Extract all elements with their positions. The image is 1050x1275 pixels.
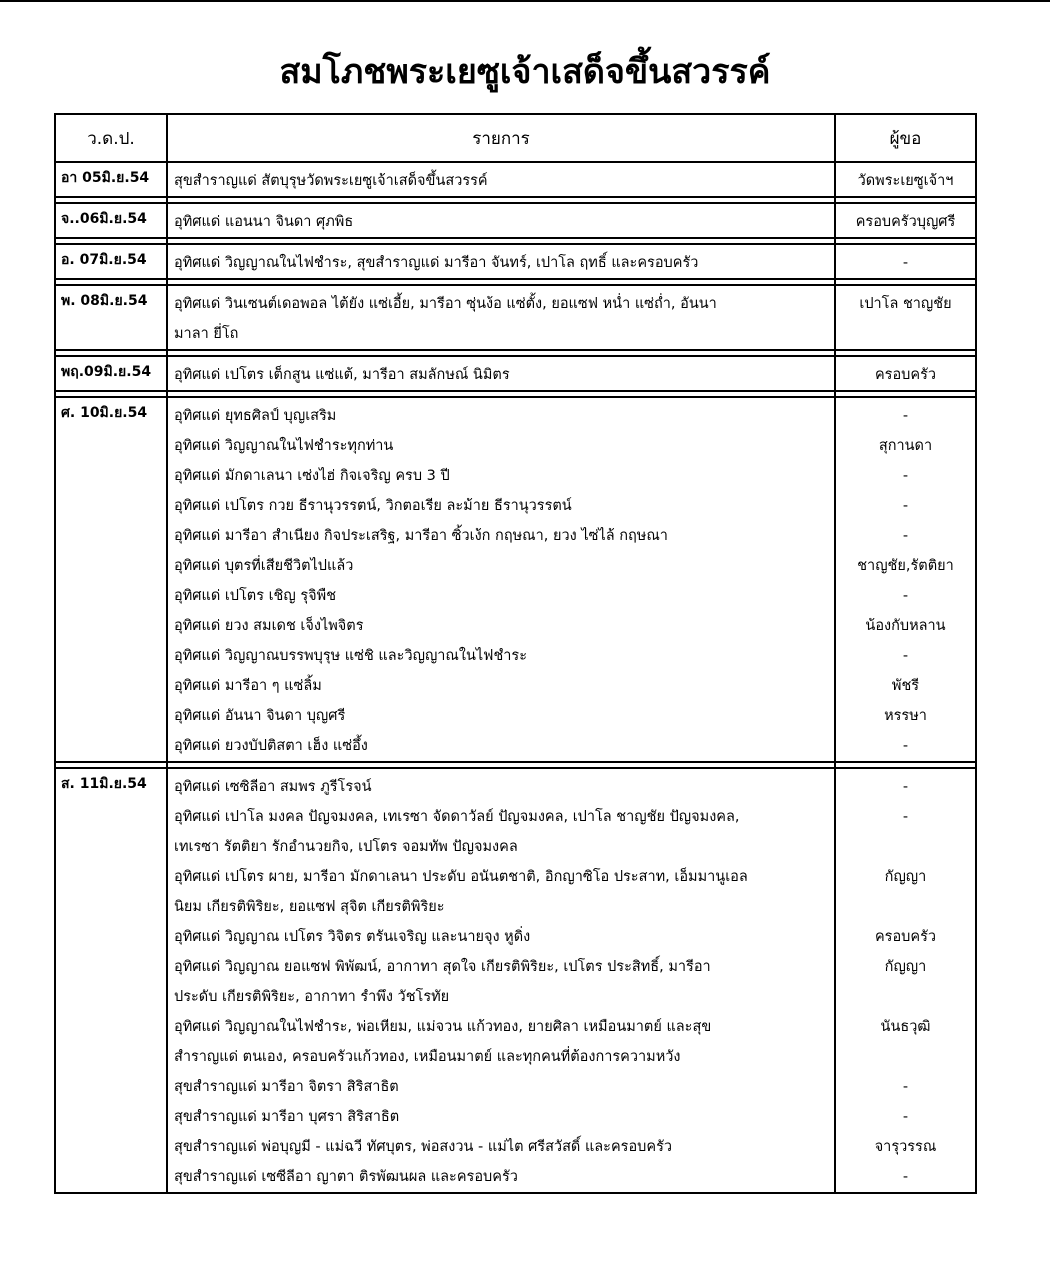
requester-line: - bbox=[902, 468, 909, 484]
requester-line bbox=[836, 319, 975, 349]
requester-line: - bbox=[902, 408, 909, 424]
intention-line: อุทิศแด่ เปาโล มงคล ปัญจมงคล, เทเรซา จัดดาวัลย์ ปัญจมงคล, เปาโล ชาญชัย ปัญจมงคล, bbox=[174, 809, 740, 825]
date-cell: ส. 11มิ.ย.54 bbox=[55, 768, 167, 1193]
requester-line: กัญญา bbox=[884, 959, 927, 975]
requester-line: - bbox=[902, 528, 909, 544]
intention-line: อุทิศแด่ มารีอา สำเนียง กิจประเสริฐ, มารีอา ซิ้วเง้ก กฤษณา, ยวง ไซ่ไล้ กฤษณา bbox=[174, 528, 668, 544]
date-cell: พฤ.09มิ.ย.54 bbox=[55, 356, 167, 391]
requester-line: - bbox=[902, 1169, 909, 1185]
table-row bbox=[55, 203, 976, 238]
date-cell: ศ. 10มิ.ย.54 bbox=[55, 397, 167, 762]
intention-line: อุทิศแด่ เปโตร เต็กสูน แซ่แต้, มารีอา สมลักษณ์ นิมิตร bbox=[174, 367, 510, 383]
intention-line: สุขสำราญแด่ สัตบุรุษวัดพระเยซูเจ้าเสด็จขึ้นสวรรค์ bbox=[174, 173, 488, 189]
intention-line: มาลา ยี่โถ bbox=[174, 326, 239, 342]
intention-line: อุทิศแด่ วิญญาณในไฟชำระทุกท่าน bbox=[174, 438, 394, 454]
intention-line: อุทิศแด่ ยุทธศิลป์ บุญเสริม bbox=[174, 408, 337, 424]
intention-line: อุทิศแด่ บุตรที่เสียชีวิตไปแล้ว bbox=[174, 558, 354, 574]
table-body bbox=[55, 162, 976, 1193]
intention-line: สุขสำราญแด่ มารีอา บุศรา สิริสาธิต bbox=[174, 1109, 400, 1125]
requester-line bbox=[836, 832, 975, 862]
requester-line: สุกานดา bbox=[878, 438, 933, 454]
intention-line: สุขสำราญแด่ พ่อบุญมี - แม่ฉวี ทัศบุตร, พ่อสงวน - แม่ไต ศรีสวัสดิ์ และครอบครัว bbox=[174, 1139, 672, 1155]
requester-line: จารุวรรณ bbox=[874, 1139, 937, 1155]
intention-line: อุทิศแด่ เปโตร กวย ธีรานุวรรตน์, วิกตอเรีย ละม้าย ธีรานุวรรตน์ bbox=[174, 498, 572, 514]
requester-line bbox=[836, 1042, 975, 1072]
intention-line: สุขสำราญแด่ เซซีลีอา ญาตา ติรพัฒนผล และครอบครัว bbox=[174, 1169, 518, 1185]
requester-line: ชาญชัย,รัตติยา bbox=[857, 558, 954, 574]
intention-line: ประดับ เกียรติพิริยะ, อากาทา รำพึง วัชโรทัย bbox=[174, 989, 450, 1005]
intention-line: อุทิศแด่ แอนนา จินดา ศุภพิธ bbox=[174, 214, 354, 230]
requester-line: - bbox=[902, 1079, 909, 1095]
requester-line: - bbox=[902, 1109, 909, 1125]
intention-line: สำราญแด่ ตนเอง, ครอบครัวแก้วทอง, เหมือนมาตย์ และทุกคนที่ต้องการความหวัง bbox=[174, 1049, 681, 1065]
intention-line: อุทิศแด่ อันนา จินดา บุญศรี bbox=[174, 708, 346, 724]
requester-line: ครอบครัว bbox=[874, 929, 937, 945]
intention-line: อุทิศแด่ เปโตร ผาย, มารีอา มักดาเลนา ประดับ อนันตชาติ, อิกญาซิโอ ประสาท, เอ็มมานูเอล bbox=[174, 869, 748, 885]
items-cell bbox=[167, 162, 835, 197]
table-row bbox=[55, 285, 976, 350]
table-row bbox=[55, 244, 976, 279]
requester-line bbox=[836, 982, 975, 1012]
requester-line: กัญญา bbox=[884, 869, 927, 885]
requester-line: - bbox=[902, 738, 909, 754]
intention-line: อุทิศแด่ วิญญาณในไฟชำระ, สุขสำราญแด่ มารีอา จันทร์, เปาโล ฤทธิ์ และครอบครัว bbox=[174, 255, 699, 271]
date-cell: จ..06มิ.ย.54 bbox=[55, 203, 167, 238]
intention-line: อุทิศแด่ วิญญาณบรรพบุรุษ แซ่ชิ และวิญญาณในไฟชำระ bbox=[174, 648, 527, 664]
date-cell: อ. 07มิ.ย.54 bbox=[55, 244, 167, 279]
requester-line: ครอบครัว bbox=[874, 367, 937, 383]
requester-cell bbox=[835, 356, 976, 391]
table-row bbox=[55, 768, 976, 1193]
table-row bbox=[55, 397, 976, 762]
requester-line: ครอบครัวบุญศรี bbox=[855, 214, 956, 230]
requester-line: เปาโล ชาญชัย bbox=[859, 296, 952, 312]
intention-line: อุทิศแด่ มักดาเลนา เซ่งไฮ่ กิจเจริญ ครบ 3 ปี bbox=[174, 468, 450, 484]
header-date: ว.ด.ป. bbox=[55, 114, 167, 162]
requester-line: - bbox=[902, 779, 909, 795]
items-cell bbox=[167, 768, 835, 1193]
requester-line: หรรษา bbox=[884, 708, 927, 724]
date-cell: พ. 08มิ.ย.54 bbox=[55, 285, 167, 350]
table-header-row bbox=[55, 114, 976, 162]
intention-line: อุทิศแด่ วิญญาณ ยอแซฟ พิพัฒน์, อากาทา สุดใจ เกียรติพิริยะ, เปโตร ประสิทธิ์, มารีอา bbox=[174, 959, 711, 975]
requester-cell bbox=[835, 397, 976, 762]
intention-line: อุทิศแด่ วิญญาณในไฟชำระ, พ่อเหียม, แม่จวน แก้วทอง, ยายศิลา เหมือนมาตย์ และสุข bbox=[174, 1019, 712, 1035]
requester-line: - bbox=[902, 809, 909, 825]
intention-line: อุทิศแด่ วินเซนต์เดอพอล ไต้ยัง แซ่เอี้ย, มารีอา ซุ่นง้อ แซ่ตั้ง, ยอแซฟ หน่ำ แซ่ถ่ำ, อันนา bbox=[174, 296, 717, 312]
items-cell bbox=[167, 356, 835, 391]
items-cell bbox=[167, 203, 835, 238]
header-requester: ผู้ขอ bbox=[835, 114, 976, 162]
requester-line: น้องกับหลาน bbox=[865, 618, 946, 634]
requester-line: พัชรี bbox=[891, 678, 920, 694]
requester-cell bbox=[835, 203, 976, 238]
intention-line: นิยม เกียรติพิริยะ, ยอแซฟ สุจิต เกียรติพิริยะ bbox=[174, 899, 445, 915]
intention-line: อุทิศแด่ ยวงบัปติสตา เฮ็ง แซ่อึ้ง bbox=[174, 738, 368, 754]
requester-line: - bbox=[902, 255, 909, 271]
table-row bbox=[55, 356, 976, 391]
top-border-line bbox=[0, 0, 1050, 2]
items-cell bbox=[167, 397, 835, 762]
requester-line: - bbox=[902, 498, 909, 514]
intention-line: อุทิศแด่ มารีอา ๆ แซ่ลิ้ม bbox=[174, 678, 322, 694]
requester-cell bbox=[835, 285, 976, 350]
items-cell bbox=[167, 244, 835, 279]
page-title: สมโภชพระเยซูเจ้าเสด็จขึ้นสวรรค์ bbox=[279, 52, 771, 92]
table-row bbox=[55, 162, 976, 197]
requester-line: - bbox=[902, 648, 909, 664]
intention-line: เทเรซา รัตติยา รักอำนวยกิจ, เปโตร จอมทัพ ปัญจมงคล bbox=[174, 839, 518, 855]
intention-line: อุทิศแด่ เซซิลีอา สมพร ภูรีโรจน์ bbox=[174, 779, 372, 795]
intention-line: อุทิศแด่ ยวง สมเดช เจ็งไพจิตร bbox=[174, 618, 364, 634]
header-items: รายการ bbox=[167, 114, 835, 162]
requester-line bbox=[836, 892, 975, 922]
requester-line: นันธวุฒิ bbox=[880, 1019, 931, 1035]
mass-intention-table bbox=[54, 113, 977, 1194]
requester-cell bbox=[835, 768, 976, 1193]
requester-cell bbox=[835, 244, 976, 279]
intention-line: อุทิศแด่ วิญญาณ เปโตร วิจิตร ตรันเจริญ และนายจุง หูดิ่ง bbox=[174, 929, 531, 945]
requester-line: วัดพระเยซูเจ้าฯ bbox=[857, 173, 954, 189]
requester-line: - bbox=[902, 588, 909, 604]
date-cell: อา 05มิ.ย.54 bbox=[55, 162, 167, 197]
intention-line: สุขสำราญแด่ มารีอา จิตรา สิริสาธิต bbox=[174, 1079, 399, 1095]
items-cell bbox=[167, 285, 835, 350]
intention-line: อุทิศแด่ เปโตร เชิญ รุจิพืช bbox=[174, 588, 337, 604]
requester-cell bbox=[835, 162, 976, 197]
